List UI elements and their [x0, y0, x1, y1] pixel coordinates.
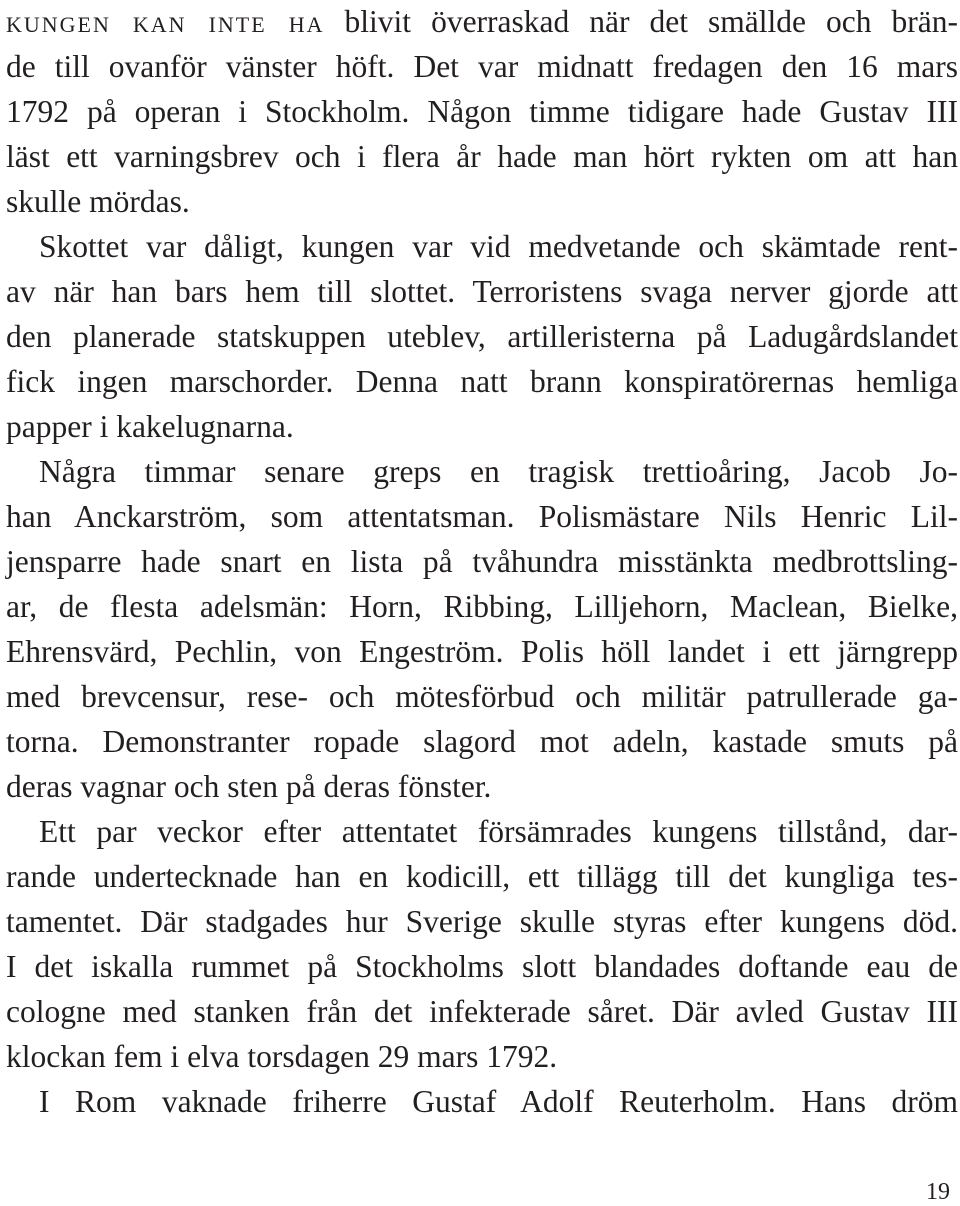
text-line: med brevcensur, rese- och mötesförbud och militär patrullerade ga- — [6, 679, 958, 714]
text-line: Ehrensvärd, Pechlin, von Engeström. Polis höll landet i ett järngrepp — [6, 634, 958, 669]
text-line: klockan fem i elva torsdagen 29 mars 1792. — [6, 1039, 558, 1074]
text-line: skulle mördas. — [6, 184, 190, 219]
text-line: av när han bars hem till slottet. Terroristens svaga nerver gjorde att — [6, 274, 958, 309]
text-line: jensparre hade snart en lista på tvåhundra misstänkta medbrottsling- — [6, 544, 958, 579]
text-line-rest: blivit överraskad när det smällde och brän- — [324, 4, 959, 39]
text-line: Ett par veckor efter attentatet försämrades kungens tillstånd, dar- — [39, 814, 958, 849]
text-line: den planerade statskuppen uteblev, artilleristerna på Ladugårdslandet — [6, 319, 958, 354]
text-line: deras vagnar och sten på deras fönster. — [6, 769, 492, 804]
text-line: läst ett varningsbrev och i flera år hade man hört rykten om att han — [6, 139, 958, 174]
text-line: de till ovanför vänster höft. Det var midnatt fredagen den 16 mars — [6, 49, 958, 84]
text-line: papper i kakelugnarna. — [6, 409, 294, 444]
small-caps-lead-in: kungen kan inte ha — [6, 4, 325, 39]
text-line: tamentet. Där stadgades hur Sverige skulle styras efter kungens död. — [6, 904, 958, 939]
text-line: I det iskalla rummet på Stockholms slott blandades doftande eau de — [6, 949, 958, 984]
text-line — [6, 0, 958, 44]
text-line: I Rom vaknade friherre Gustaf Adolf Reuterholm. Hans dröm — [39, 1084, 958, 1119]
text-line: Några timmar senare greps en tragisk trettioåring, Jacob Jo- — [39, 454, 958, 489]
text-line: cologne med stanken från det infekterade såret. Där avled Gustav III — [6, 994, 958, 1029]
text-line: rande undertecknade han en kodicill, ett tillägg till det kungliga tes- — [6, 859, 958, 894]
page-number: 19 — [926, 1179, 950, 1205]
text-line: torna. Demonstranter ropade slagord mot adeln, kastade smuts på — [6, 724, 958, 759]
text-line: Skottet var dåligt, kungen var vid medvetande och skämtade rent- — [39, 229, 958, 264]
text-line: fick ingen marschorder. Denna natt brann konspiratörernas hemliga — [6, 364, 958, 399]
text-line: ar, de flesta adelsmän: Horn, Ribbing, Lilljehorn, Maclean, Bielke, — [6, 589, 958, 624]
text-line: 1792 på operan i Stockholm. Någon timme tidigare hade Gustav III — [6, 94, 958, 129]
text-line: han Anckarström, som attentatsman. Polismästare Nils Henric Lil- — [6, 499, 958, 534]
